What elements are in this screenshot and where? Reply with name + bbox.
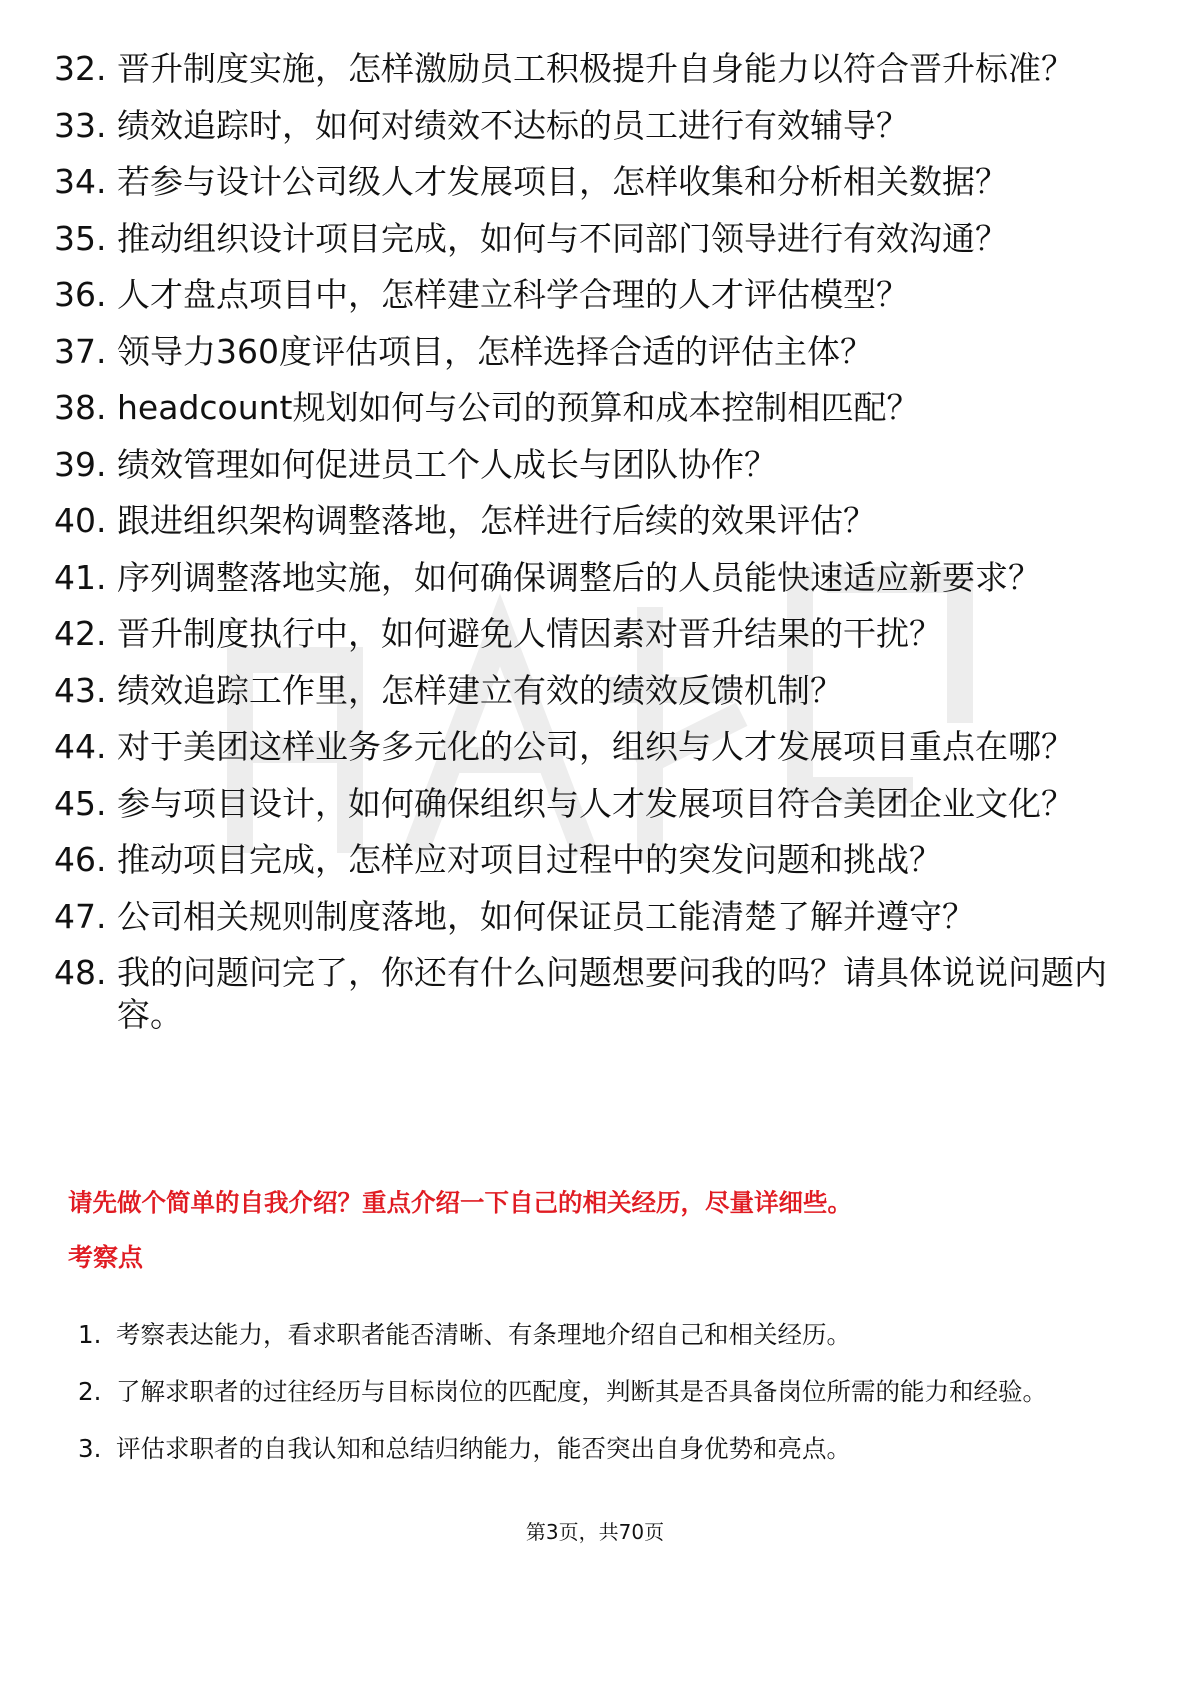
item-text: 考察表达能力，看求职者能否清晰、有条理地介绍自己和相关经历。 — [116, 1320, 851, 1349]
item-text: 我的问题问完了，你还有什么问题想要问我的吗？请具体说说问题内容。 — [117, 953, 1107, 1034]
list-item — [54, 896, 1134, 938]
list-item — [54, 783, 1134, 825]
item-number: 41. — [54, 557, 107, 597]
item-number: 44. — [54, 727, 107, 766]
list-item — [54, 274, 1134, 316]
list-item — [54, 952, 1134, 1036]
item-number: 1. — [78, 1320, 102, 1349]
item-text: 绩效管理如何促进员工个人成长与团队协作？ — [117, 444, 777, 484]
item-number: 45. — [54, 783, 107, 823]
list-item — [54, 161, 1134, 203]
evaluation-points-list — [78, 1308, 1128, 1479]
list-item — [54, 218, 1134, 260]
question-list — [54, 48, 1134, 1051]
item-number: 46. — [54, 840, 107, 879]
list-item — [54, 105, 1134, 147]
item-text: 跟进组织架构调整落地，怎样进行后续的效果评估？ — [117, 501, 876, 540]
item-text: 绩效追踪时，如何对绩效不达标的员工进行有效辅导？ — [117, 105, 909, 145]
list-item — [54, 839, 1134, 881]
item-text: 人才盘点项目中，怎样建立科学合理的人才评估模型？ — [117, 275, 909, 314]
evaluation-points-heading: 考察点 — [68, 1243, 144, 1272]
list-item — [54, 48, 1134, 90]
item-number: 3. — [78, 1434, 102, 1463]
item-text: 对于美团这样业务多元化的公司，组织与人才发展项目重点在哪？ — [117, 727, 1074, 766]
item-text: 了解求职者的过往经历与目标岗位的匹配度，判断其是否具备岗位所需的能力和经验。 — [116, 1377, 1047, 1406]
item-text: 评估求职者的自我认知和总结归纳能力，能否突出自身优势和亮点。 — [116, 1434, 851, 1463]
item-text: headcount规划如何与公司的预算和成本控制相匹配？ — [117, 388, 920, 427]
item-number: 34. — [54, 162, 107, 201]
item-number: 40. — [54, 501, 107, 540]
list-item — [54, 670, 1134, 712]
item-number: 2. — [78, 1377, 102, 1406]
item-text: 推动组织设计项目完成，如何与不同部门领导进行有效沟通？ — [117, 218, 1008, 258]
item-text: 参与项目设计，如何确保组织与人才发展项目符合美团企业文化？ — [117, 783, 1074, 823]
item-text: 序列调整落地实施，如何确保调整后的人员能快速适应新要求？ — [117, 557, 1041, 597]
question-heading: 请先做个简单的自我介绍？重点介绍一下自己的相关经历，尽量详细些。 — [68, 1188, 852, 1217]
list-item — [54, 331, 1134, 373]
list-item — [54, 500, 1134, 542]
list-item — [78, 1308, 1128, 1362]
list-item — [78, 1365, 1128, 1419]
item-number: 37. — [54, 331, 107, 371]
list-item — [54, 387, 1134, 429]
item-text: 晋升制度实施，怎样激励员工积极提升自身能力以符合晋升标准？ — [117, 49, 1074, 88]
item-text: 晋升制度执行中，如何避免人情因素对晋升结果的干扰？ — [117, 614, 942, 653]
item-number: 33. — [54, 105, 107, 145]
list-item — [54, 613, 1134, 655]
item-number: 39. — [54, 444, 107, 484]
item-text: 领导力360度评估项目，怎样选择合适的评估主体？ — [117, 331, 873, 371]
item-number: 47. — [54, 896, 107, 936]
item-text: 公司相关规则制度落地，如何保证员工能清楚了解并遵守？ — [117, 896, 975, 936]
list-item — [78, 1422, 1128, 1476]
item-text: 若参与设计公司级人才发展项目，怎样收集和分析相关数据？ — [117, 162, 1008, 201]
list-item — [54, 444, 1134, 486]
item-text: 绩效追踪工作里，怎样建立有效的绩效反馈机制？ — [117, 670, 843, 710]
list-item — [54, 726, 1134, 768]
item-number: 43. — [54, 670, 107, 710]
item-number: 48. — [54, 953, 107, 992]
list-item — [54, 557, 1134, 599]
item-number: 38. — [54, 388, 107, 427]
item-number: 42. — [54, 614, 107, 653]
item-text: 推动项目完成，怎样应对项目过程中的突发问题和挑战？ — [117, 840, 942, 879]
item-number: 32. — [54, 49, 107, 88]
item-number: 35. — [54, 218, 107, 258]
page-number: 第3页，共70页 — [525, 1520, 665, 1544]
item-number: 36. — [54, 275, 107, 314]
